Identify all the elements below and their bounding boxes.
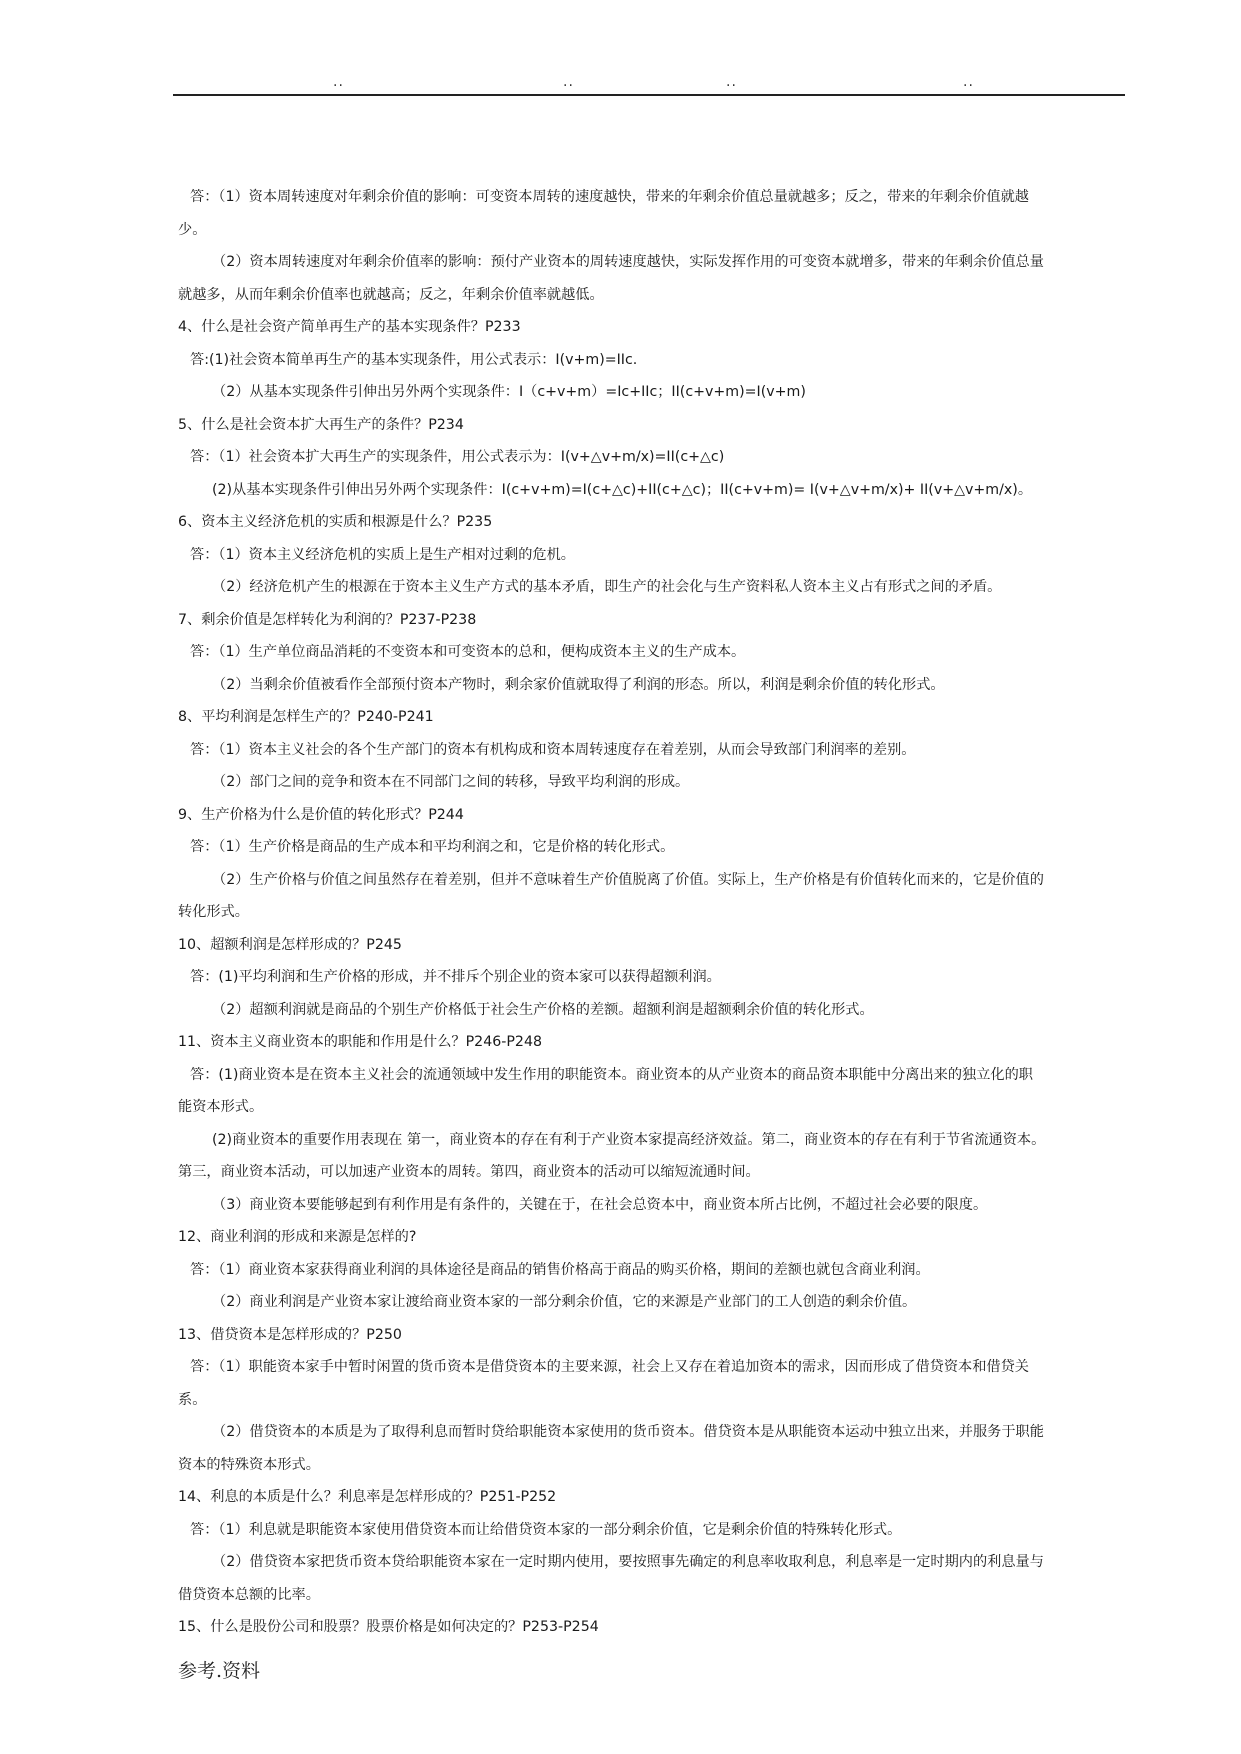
continuation-line: 系。 [178, 1391, 207, 1408]
question-heading: 12、商业利润的形成和来源是怎样的? [178, 1229, 417, 1245]
continuation-line: 少。 [178, 221, 207, 238]
answer-line: 答：（1）商业资本家获得商业利润的具体途径是商品的销售价格高于商品的购买价格，期间的差额也就包含商业利润。 [190, 1261, 930, 1278]
continuation-line: 转化形式。 [178, 904, 249, 920]
question-heading: 9、生产价格为什么是价值的转化形式？P244 [178, 806, 464, 823]
answer-line: 答：（1）资本主义社会的各个生产部门的资本有机构成和资本周转速度存在着差别，从而会导致部门利润率的差别。 [190, 741, 916, 758]
header-mark: .. [333, 74, 344, 90]
continuation-line: 资本的特殊资本形式。 [178, 1456, 320, 1473]
page-header [173, 74, 1125, 96]
page-footer: 参考.资料 [178, 1660, 261, 1682]
answer-subpoint: （2）从基本实现条件引伸出另外两个实现条件：I（c+v+m）=Ic+IIc；II(c+v+m)=I(v+m) [212, 384, 806, 400]
header-mark: .. [963, 74, 974, 90]
answer-subpoint: (2)商业资本的重要作用表现在 第一，商业资本的存在有利于产业资本家提高经济效益。第二，商业资本的存在有利于节省流通资本。 [212, 1131, 1046, 1148]
question-heading: 15、什么是股份公司和股票？股票价格是如何决定的？P253-P254 [178, 1619, 599, 1635]
question-heading: 7、剩余价值是怎样转化为利润的？P237-P238 [178, 611, 477, 628]
answer-subpoint: （2）借贷资本家把货币资本贷给职能资本家在一定时期内使用，要按照事先确定的利息率收取利息，利息率是一定时期内的利息量与 [212, 1554, 1044, 1570]
answer-line: 答：（1）资本主义经济危机的实质上是生产相对过剩的危机。 [190, 546, 575, 563]
question-heading: 10、超额利润是怎样形成的？P245 [178, 936, 402, 953]
answer-line: 答:(1)社会资本简单再生产的基本实现条件，用公式表示：I(v+m)=IIc. [190, 351, 638, 368]
answer-line: 答：（1）社会资本扩大再生产的实现条件，用公式表示为：I(v+△v+m/x)=II(c+△c) [190, 449, 725, 465]
answer-line: 答：(1)商业资本是在资本主义社会的流通领域中发生作用的职能资本。商业资本的从产业资本的商品资本职能中分离出来的独立化的职 [190, 1066, 1033, 1083]
continuation-line: 第三，商业资本活动，可以加速产业资本的周转。第四，商业资本的活动可以缩短流通时间。 [178, 1164, 760, 1180]
continuation-line: 就越多，从而年剩余价值率也就越高；反之，年剩余价值率就越低。 [178, 286, 604, 303]
question-heading: 6、资本主义经济危机的实质和根源是什么？P235 [178, 514, 493, 530]
header-mark: .. [563, 74, 574, 90]
answer-subpoint: （2）部门之间的竞争和资本在不同部门之间的转移，导致平均利润的形成。 [212, 774, 690, 790]
question-heading: 5、什么是社会资本扩大再生产的条件？P234 [178, 416, 464, 433]
header-mark: .. [726, 74, 737, 90]
answer-subpoint: （2）经济危机产生的根源在于资本主义生产方式的基本矛盾，即生产的社会化与生产资料私人资本主义占有形式之间的矛盾。 [212, 579, 1002, 595]
document-body [178, 181, 1126, 1644]
answer-line: 答：(1)平均利润和生产价格的形成，并不排斥个别企业的资本家可以获得超额利润。 [190, 969, 721, 985]
answer-subpoint: （2）资本周转速度对年剩余价值率的影响：预付产业资本的周转速度越快，实际发挥作用的可变资本就增多，带来的年剩余价值总量 [212, 254, 1044, 270]
answer-subpoint: （2）当剩余价值被看作全部预付资本产物时，剩余家价值就取得了利润的形态。所以，利润是剩余价值的转化形式。 [212, 676, 945, 693]
answer-subpoint: （3）商业资本要能够起到有利作用是有条件的，关键在于，在社会总资本中，商业资本所占比例，不超过社会必要的限度。 [212, 1196, 988, 1213]
answer-subpoint: （2）生产价格与价值之间虽然存在着差别，但并不意味着生产价值脱离了价值。实际上，生产价格是有价值转化而来的，它是价值的 [212, 871, 1044, 888]
answer-line: 答：（1）资本周转速度对年剩余价值的影响：可变资本周转的速度越快，带来的年剩余价值总量就越多；反之，带来的年剩余价值就越 [190, 189, 1029, 205]
answer-line: 答：（1）利息就是职能资本家使用借贷资本而让给借贷资本家的一部分剩余价值，它是剩余价值的特殊转化形式。 [190, 1521, 902, 1538]
continuation-line: 借贷资本总额的比率。 [178, 1586, 320, 1603]
question-heading: 11、资本主义商业资本的职能和作用是什么？P246-P248 [178, 1034, 543, 1050]
answer-subpoint: （2）超额利润就是商品的个别生产价格低于社会生产价格的差额。超额利润是超额剩余价值的转化形式。 [212, 1001, 874, 1018]
answer-line: 答：（1）生产单位商品消耗的不变资本和可变资本的总和，便构成资本主义的生产成本。 [190, 644, 746, 660]
question-heading: 4、什么是社会资产简单再生产的基本实现条件？P233 [178, 319, 521, 335]
answer-line: 答：（1）生产价格是商品的生产成本和平均利润之和，它是价格的转化形式。 [190, 839, 675, 855]
answer-subpoint: （2）借贷资本的本质是为了取得利息而暂时贷给职能资本家使用的货币资本。借贷资本是从职能资本运动中独立出来，并服务于职能 [212, 1424, 1044, 1440]
question-heading: 8、平均利润是怎样生产的？P240-P241 [178, 709, 434, 725]
continuation-line: 能资本形式。 [178, 1099, 264, 1115]
answer-line: 答：（1）职能资本家手中暂时闲置的货币资本是借贷资本的主要来源，社会上又存在着追加资本的需求，因而形成了借贷资本和借贷关 [190, 1359, 1029, 1375]
answer-subpoint: (2)从基本实现条件引伸出另外两个实现条件：I(c+v+m)=I(c+△c)+II(c+△c)；II(c+v+m)= I(v+△v+m/x)+ II(v+△v+m/x)。 [212, 481, 1033, 498]
answer-subpoint: （2）商业利润是产业资本家让渡给商业资本家的一部分剩余价值，它的来源是产业部门的工人创造的剩余价值。 [212, 1294, 917, 1310]
question-heading: 14、利息的本质是什么？利息率是怎样形成的？P251-P252 [178, 1489, 557, 1505]
question-heading: 13、借贷资本是怎样形成的？P250 [178, 1326, 402, 1343]
